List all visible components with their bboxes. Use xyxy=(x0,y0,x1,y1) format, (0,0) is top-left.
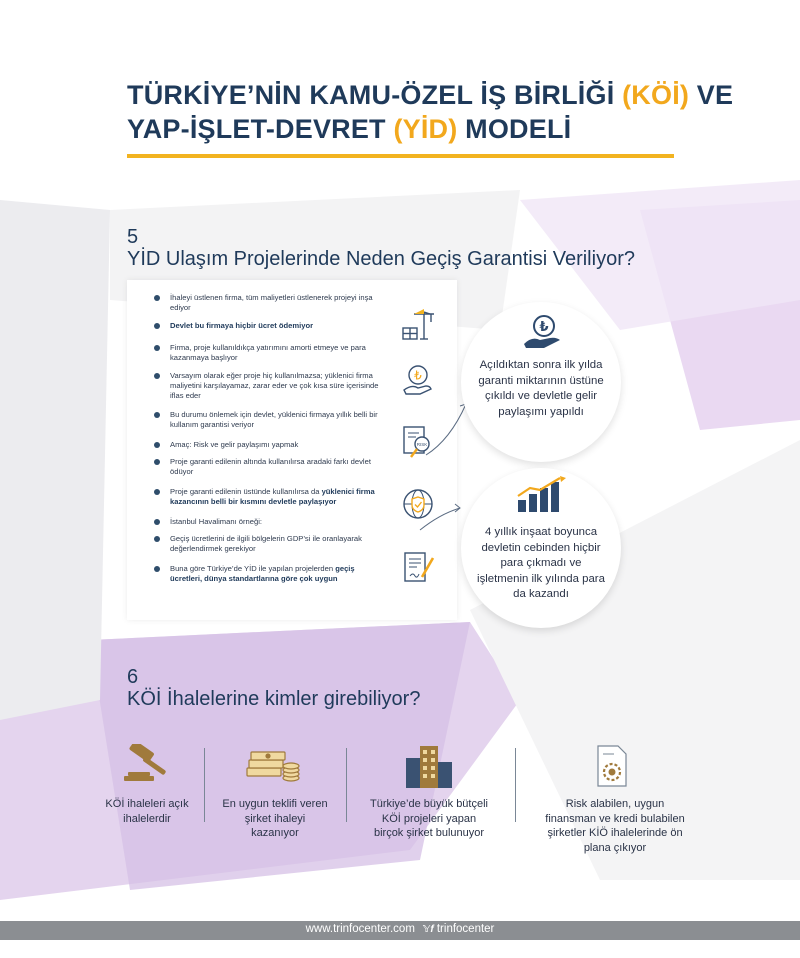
growth-chart-icon xyxy=(516,476,572,512)
section6-number: 6 xyxy=(127,666,139,688)
section6-item-3-text: Türkiye’de büyük bütçeli KÖİ projeleri yapan birçok şirket bulunuyor xyxy=(369,798,488,839)
footer-website-link[interactable]: www.trinfocenter.com xyxy=(305,923,415,935)
divider xyxy=(204,748,205,822)
section5-heading: YİD Ulaşım Projelerinde Neden Geçiş Garantisi Veriliyor? xyxy=(127,248,635,270)
bullet-dot xyxy=(154,345,160,351)
money-stack-icon xyxy=(243,744,303,786)
construction-crane-icon xyxy=(400,306,436,342)
divider xyxy=(346,748,347,822)
document-gear-icon xyxy=(592,744,632,788)
list-item: Firma, proje kullanıldıkça yatırımını amorti etmeye ve para kazanmaya başlıyor xyxy=(146,343,386,371)
list-item: İstanbul Havalimanı örneği: xyxy=(146,517,386,534)
divider xyxy=(515,748,516,822)
list-item: Amaç: Risk ve gelir paylaşımı yapmak xyxy=(146,440,386,457)
bullet-dot xyxy=(154,519,160,525)
list-item: Buna göre Türkiye’de YİD ile yapılan projelerden geçiş ücretleri, dünya standartlarına göre çok uygun xyxy=(146,564,386,588)
title-line-1: TÜRKİYE’NİN KAMU-ÖZEL İŞ BİRLİĞİ (KÖİ) VE xyxy=(127,80,734,110)
bullet-dot xyxy=(154,442,160,448)
footer-social-handle[interactable]: trinfocenter xyxy=(436,923,495,935)
bullet-dot xyxy=(154,412,160,418)
list-item: Proje garanti edilenin altında kullanılırsa aradaki farkı devlet ödüyor xyxy=(146,457,386,487)
bullet-dot xyxy=(154,373,160,379)
lira-coin-hand-icon xyxy=(522,314,566,350)
list-item: Varsayım olarak eğer proje hiç kullanılmazsa; yüklenici firma maliyetini karşılayamaz, zarar eder ve çok kısa süre içerisinde iflas eder xyxy=(146,371,386,410)
title-line-2: YAP-İŞLET-DEVRET (YİD) MODELİ xyxy=(127,114,572,144)
footer xyxy=(0,923,800,935)
list-item: Geçiş ücretlerini de ilgili bölgelerin GDP’si ile oranlayarak değerlendirmek gerekiyor xyxy=(146,534,386,564)
bullet-dot xyxy=(154,295,160,301)
list-item: İhaleyi üstlenen firma, tüm maliyetleri üstlenerek projeyi inşa ediyor xyxy=(146,293,386,321)
bullet-dot xyxy=(154,566,160,572)
list-item: Proje garanti edilenin üstünde kullanılırsa da yüklenici firma kazancının belli bir kısmını devletle paylaşıyor xyxy=(146,487,386,517)
section5-bullet-list xyxy=(146,293,386,588)
section6-heading: KÖİ İhalelerine kimler girebiliyor? xyxy=(127,688,421,710)
social-icons: 𝕐f xyxy=(422,924,434,935)
bullet-dot xyxy=(154,489,160,495)
list-item: Bu durumu önlemek için devlet, yüklenici firmaya yıllık belli bir kullanım garantisi veriyor xyxy=(146,410,386,440)
list-item: Devlet bu firmaya hiçbir ücret ödemiyor xyxy=(146,321,386,343)
svg-text:₺: ₺ xyxy=(539,320,549,335)
bullet-dot xyxy=(154,323,160,329)
circle2-text: 4 yıllık inşaat boyunca devletin cebinden hiçbir para çıkmadı ve işletmenin ilk yılında para da kazandı xyxy=(477,526,605,600)
section6-item-4-text: Risk alabilen, uygun finansman ve kredi bulabilen şirketler KİÖ ihalelerinde ön plana çıkıyor xyxy=(545,798,685,854)
svg-text:RISK: RISK xyxy=(416,442,428,447)
contract-pen-icon xyxy=(400,550,436,586)
section6-item-2-text: En uygun teklifi veren şirket ihaleyi kazanıyor xyxy=(222,798,328,839)
svg-text:₺: ₺ xyxy=(414,368,422,383)
page-title xyxy=(127,78,734,146)
circle1-text: Açıldıktan sonra ilk yılda garanti miktarının üstüne çıkıldı ve devletle gelir paylaşımı yapıldı xyxy=(478,359,604,418)
title-accent-yid: (YİD) xyxy=(393,114,458,144)
buildings-icon xyxy=(404,744,454,788)
bullet-dot xyxy=(154,459,160,465)
section5-number: 5 xyxy=(127,226,139,248)
bullet-dot xyxy=(154,536,160,542)
gavel-icon xyxy=(122,744,174,786)
title-underline xyxy=(127,154,674,158)
section6-item-1-text: KÖİ ihaleleri açık ihalelerdir xyxy=(105,798,189,825)
title-accent-koi: (KÖİ) xyxy=(622,80,690,110)
